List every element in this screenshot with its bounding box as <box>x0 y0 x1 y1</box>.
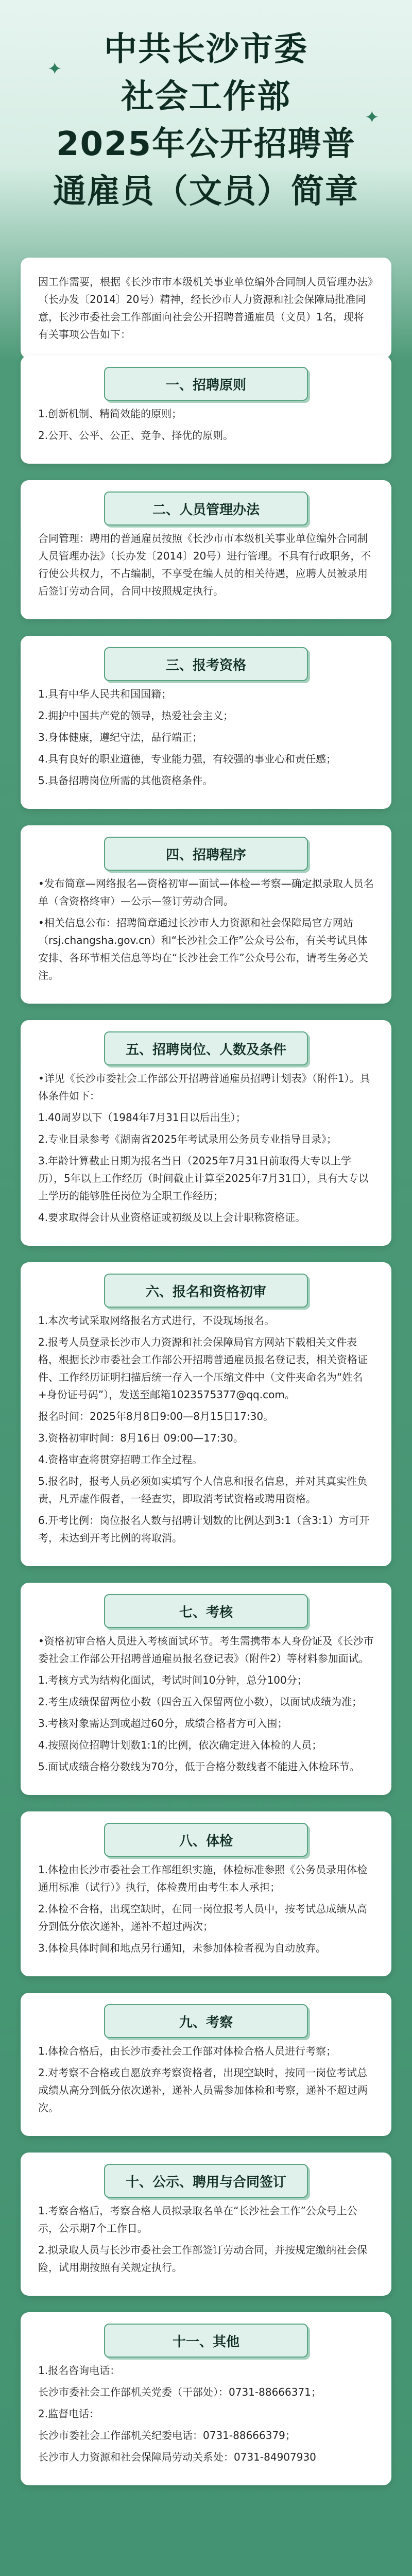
section-item: 2.拟录取人员与长沙市委社会工作部签订劳动合同，并按规定缴纳社会保险，试用期按照有关规定执行。 <box>38 2244 368 2274</box>
sparkle-icon: ✦ <box>47 59 62 79</box>
section-title: 十一、其他 <box>104 2324 308 2358</box>
title-line: 通雇员（文员）简章 <box>53 173 359 211</box>
section-card <box>21 355 391 464</box>
section-item: 5.具备招聘岗位所需的其他资格条件。 <box>38 774 213 787</box>
sparkle-icon: ✦ <box>365 107 380 128</box>
section-card <box>21 825 391 1004</box>
section-item: 3.年龄计算截止日期为报名当日（2025年7月31日前取得大专以上学历），5年以上工作经历（时间截止计算至2025年7月31日），具有大专以上学历的能够胜任岗位为全职工作经历； <box>38 1155 369 1202</box>
section-card <box>21 480 391 619</box>
section-item: 4.具有良好的职业道德，专业能力强，有较强的事业心和责任感； <box>38 753 337 765</box>
section-card <box>21 636 391 809</box>
section-item: 1.创新机制、精简效能的原则； <box>38 408 182 420</box>
section-item: 1.体检合格后，由长沙市委社会工作部对体检合格人员进行考察； <box>38 2045 337 2057</box>
section-item: 2.考生成绩保留两位小数（四舍五入保留两位小数），以面试成绩为准； <box>38 1696 363 1708</box>
section-item: •详见《长沙市委社会工作部公开招聘普通雇员招聘计划表》（附件1）。具体条件如下： <box>38 1072 370 1102</box>
intro-text: 因工作需要，根据《长沙市市本级机关事业单位编外合同制人员管理办法》（长办发〔2014〕20号）精神，经长沙市人力资源和社会保障局批准同意，长沙市委社会工作部面向社会公开招聘普通雇员（文员）1名，现将有关事项公告如下： <box>21 258 391 359</box>
section-item: 2.对考察不合格或自愿放弃考察资格者，出现空缺时，按同一岗位考试总成绩从高分到低分依次递补，递补人员需参加体检和考察，递补不超过两次。 <box>38 2066 368 2114</box>
hero <box>0 0 412 341</box>
section-item: 1.考核方式为结构化面试，考试时间10分钟，总分100分； <box>38 1674 307 1686</box>
section-title: 三、报考资格 <box>104 647 308 681</box>
section-item: 1.本次考试采取网络报名方式进行，不设现场报名。 <box>38 1314 275 1327</box>
section-title: 七、考核 <box>104 1594 308 1628</box>
section-card <box>21 2153 391 2296</box>
section-item: 1.具有中华人民共和国国籍； <box>38 688 172 700</box>
section-item: 1.考察合格后，考察合格人员拟录取名单在“长沙社会工作”公众号上公示，公示期7个工作日。 <box>38 2205 357 2234</box>
section-card <box>21 1583 391 1795</box>
section-title: 六、报名和资格初审 <box>104 1274 308 1308</box>
section-item: 4.要求取得会计从业资格证或初级及以上会计职称资格证。 <box>38 1211 306 1224</box>
sections <box>21 355 391 2502</box>
section-title: 九、考察 <box>104 2004 308 2038</box>
title-line: 2025年公开招聘普 <box>56 125 356 163</box>
title-line: 中共长沙市委 <box>104 30 308 69</box>
section-item: •相关信息公布：招聘简章通过长沙市人力资源和社会保障局官方网站（rsj.changsha.gov.cn）和“长沙社会工作”公众号公布，有关考试具体安排、各环节相关信息等均在“长沙社会工作”公众号公布，请考生务必关注。 <box>38 917 368 981</box>
section-item: 2.专业目录参考《湖南省2025年考试录用公务员专业指导目录》； <box>38 1133 337 1145</box>
section-card <box>21 1262 391 1566</box>
section-item: 长沙市委社会工作部机关纪委电话：0731-88666379； <box>38 2429 296 2442</box>
section-item: 1.体检由长沙市委社会工作部组织实施，体检标准参照《公务员录用体检通用标准（试行）》执行，体检费用由考生本人承担； <box>38 1863 368 1893</box>
section-item: •资格初审合格人员进入考核面试环节。考生需携带本人身份证及《长沙市委社会工作部公开招聘普通雇员报名登记表》（附件2）等材料参加面试。 <box>38 1635 374 1665</box>
section-item: 4.按照岗位招聘计划数1:1的比例，依次确定进入体检的人员； <box>38 1739 322 1751</box>
section-item: 3.资格初审时间：8月16日 09:00—17:30。 <box>38 1432 244 1444</box>
section-title: 一、招聘原则 <box>104 367 308 401</box>
section-item: 2.报考人员登录长沙市人力资源和社会保障局官方网站下载相关文件表格，根据长沙市委社会工作部公开招聘普通雇员报名登记表，相关资格证件、工作经历证明扫描后统一存入一个压缩文件中（文件夹命名为“姓名+身份证号码”），发送至邮箱1023575377@qq.com。 <box>38 1336 368 1401</box>
section-item: 5.报名时，报考人员必须如实填写个人信息和报名信息，并对其真实性负责，凡弄虚作假者，一经查实，即取消考试资格或聘用资格。 <box>38 1475 368 1505</box>
section-item: 4.资格审查将贯穿招聘工作全过程。 <box>38 1453 203 1466</box>
section-item: 2.公开、公平、公正、竞争、择优的原则。 <box>38 429 234 442</box>
section-item: 2.拥护中国共产党的领导，热爱社会主义； <box>38 709 234 722</box>
section-card <box>21 1811 391 1976</box>
section-item: 6.开考比例：岗位报名人数与招聘计划数的比例达到3:1（含3:1）方可开考，未达到开考比例的将取消。 <box>38 1514 370 1544</box>
section-item: 5.面试成绩合格分数线为70分，低于合格分数线者不能进入体检环节。 <box>38 1760 360 1773</box>
section-item: •发布简章—网络报名—资格初审—面试—体检—考察—确定拟录取人员名单（含资格终审）—公示—签订劳动合同。 <box>38 877 374 907</box>
section-card <box>21 2312 391 2485</box>
section-title: 十、公示、聘用与合同签订 <box>104 2164 308 2198</box>
section-card <box>21 1020 391 1246</box>
page-title <box>0 26 412 215</box>
section-item: 长沙市委社会工作部机关党委（干部处）：0731-88666371； <box>38 2386 321 2398</box>
section-item: 3.考核对象需达到或超过60分，成绩合格者方可入围； <box>38 1717 288 1730</box>
section-item: 2.监督电话： <box>38 2408 100 2420</box>
section-item: 3.身体健康，遵纪守法，品行端正； <box>38 731 203 743</box>
section-item: 合同管理：聘用的普通雇员按照《长沙市市本级机关事业单位编外合同制人员管理办法》（长办发〔2014〕20号）进行管理。不具有行政职务，不行使公共权力，不占编制，不享受在编人员的相关待遇，应聘人员被录用后签订劳动合同，合同中按照规定执行。 <box>38 532 371 597</box>
section-title: 二、人员管理办法 <box>104 492 308 526</box>
section-item: 长沙市人力资源和社会保障局劳动关系处：0731-84907930 <box>38 2451 316 2463</box>
section-card <box>21 1993 391 2136</box>
section-item: 报名时间：2025年8月8日9:00—8月15日17:30。 <box>38 1410 274 1422</box>
section-item: 3.体检具体时间和地点另行通知，未参加体检者视为自动放弃。 <box>38 1942 327 1954</box>
section-item: 1.报名咨询电话： <box>38 2364 121 2377</box>
section-item: 1.40周岁以下（1984年7月31日以后出生）； <box>38 1111 246 1124</box>
section-title: 四、招聘程序 <box>104 837 308 871</box>
section-title: 五、招聘岗位、人数及条件 <box>104 1031 308 1065</box>
section-item: 2.体检不合格，出现空缺时，在同一岗位报考人员中，按考试总成绩从高分到低分依次递补，递补不超过两次； <box>38 1903 368 1933</box>
title-line: 社会工作部 <box>121 78 291 116</box>
section-title: 八、体检 <box>104 1823 308 1857</box>
